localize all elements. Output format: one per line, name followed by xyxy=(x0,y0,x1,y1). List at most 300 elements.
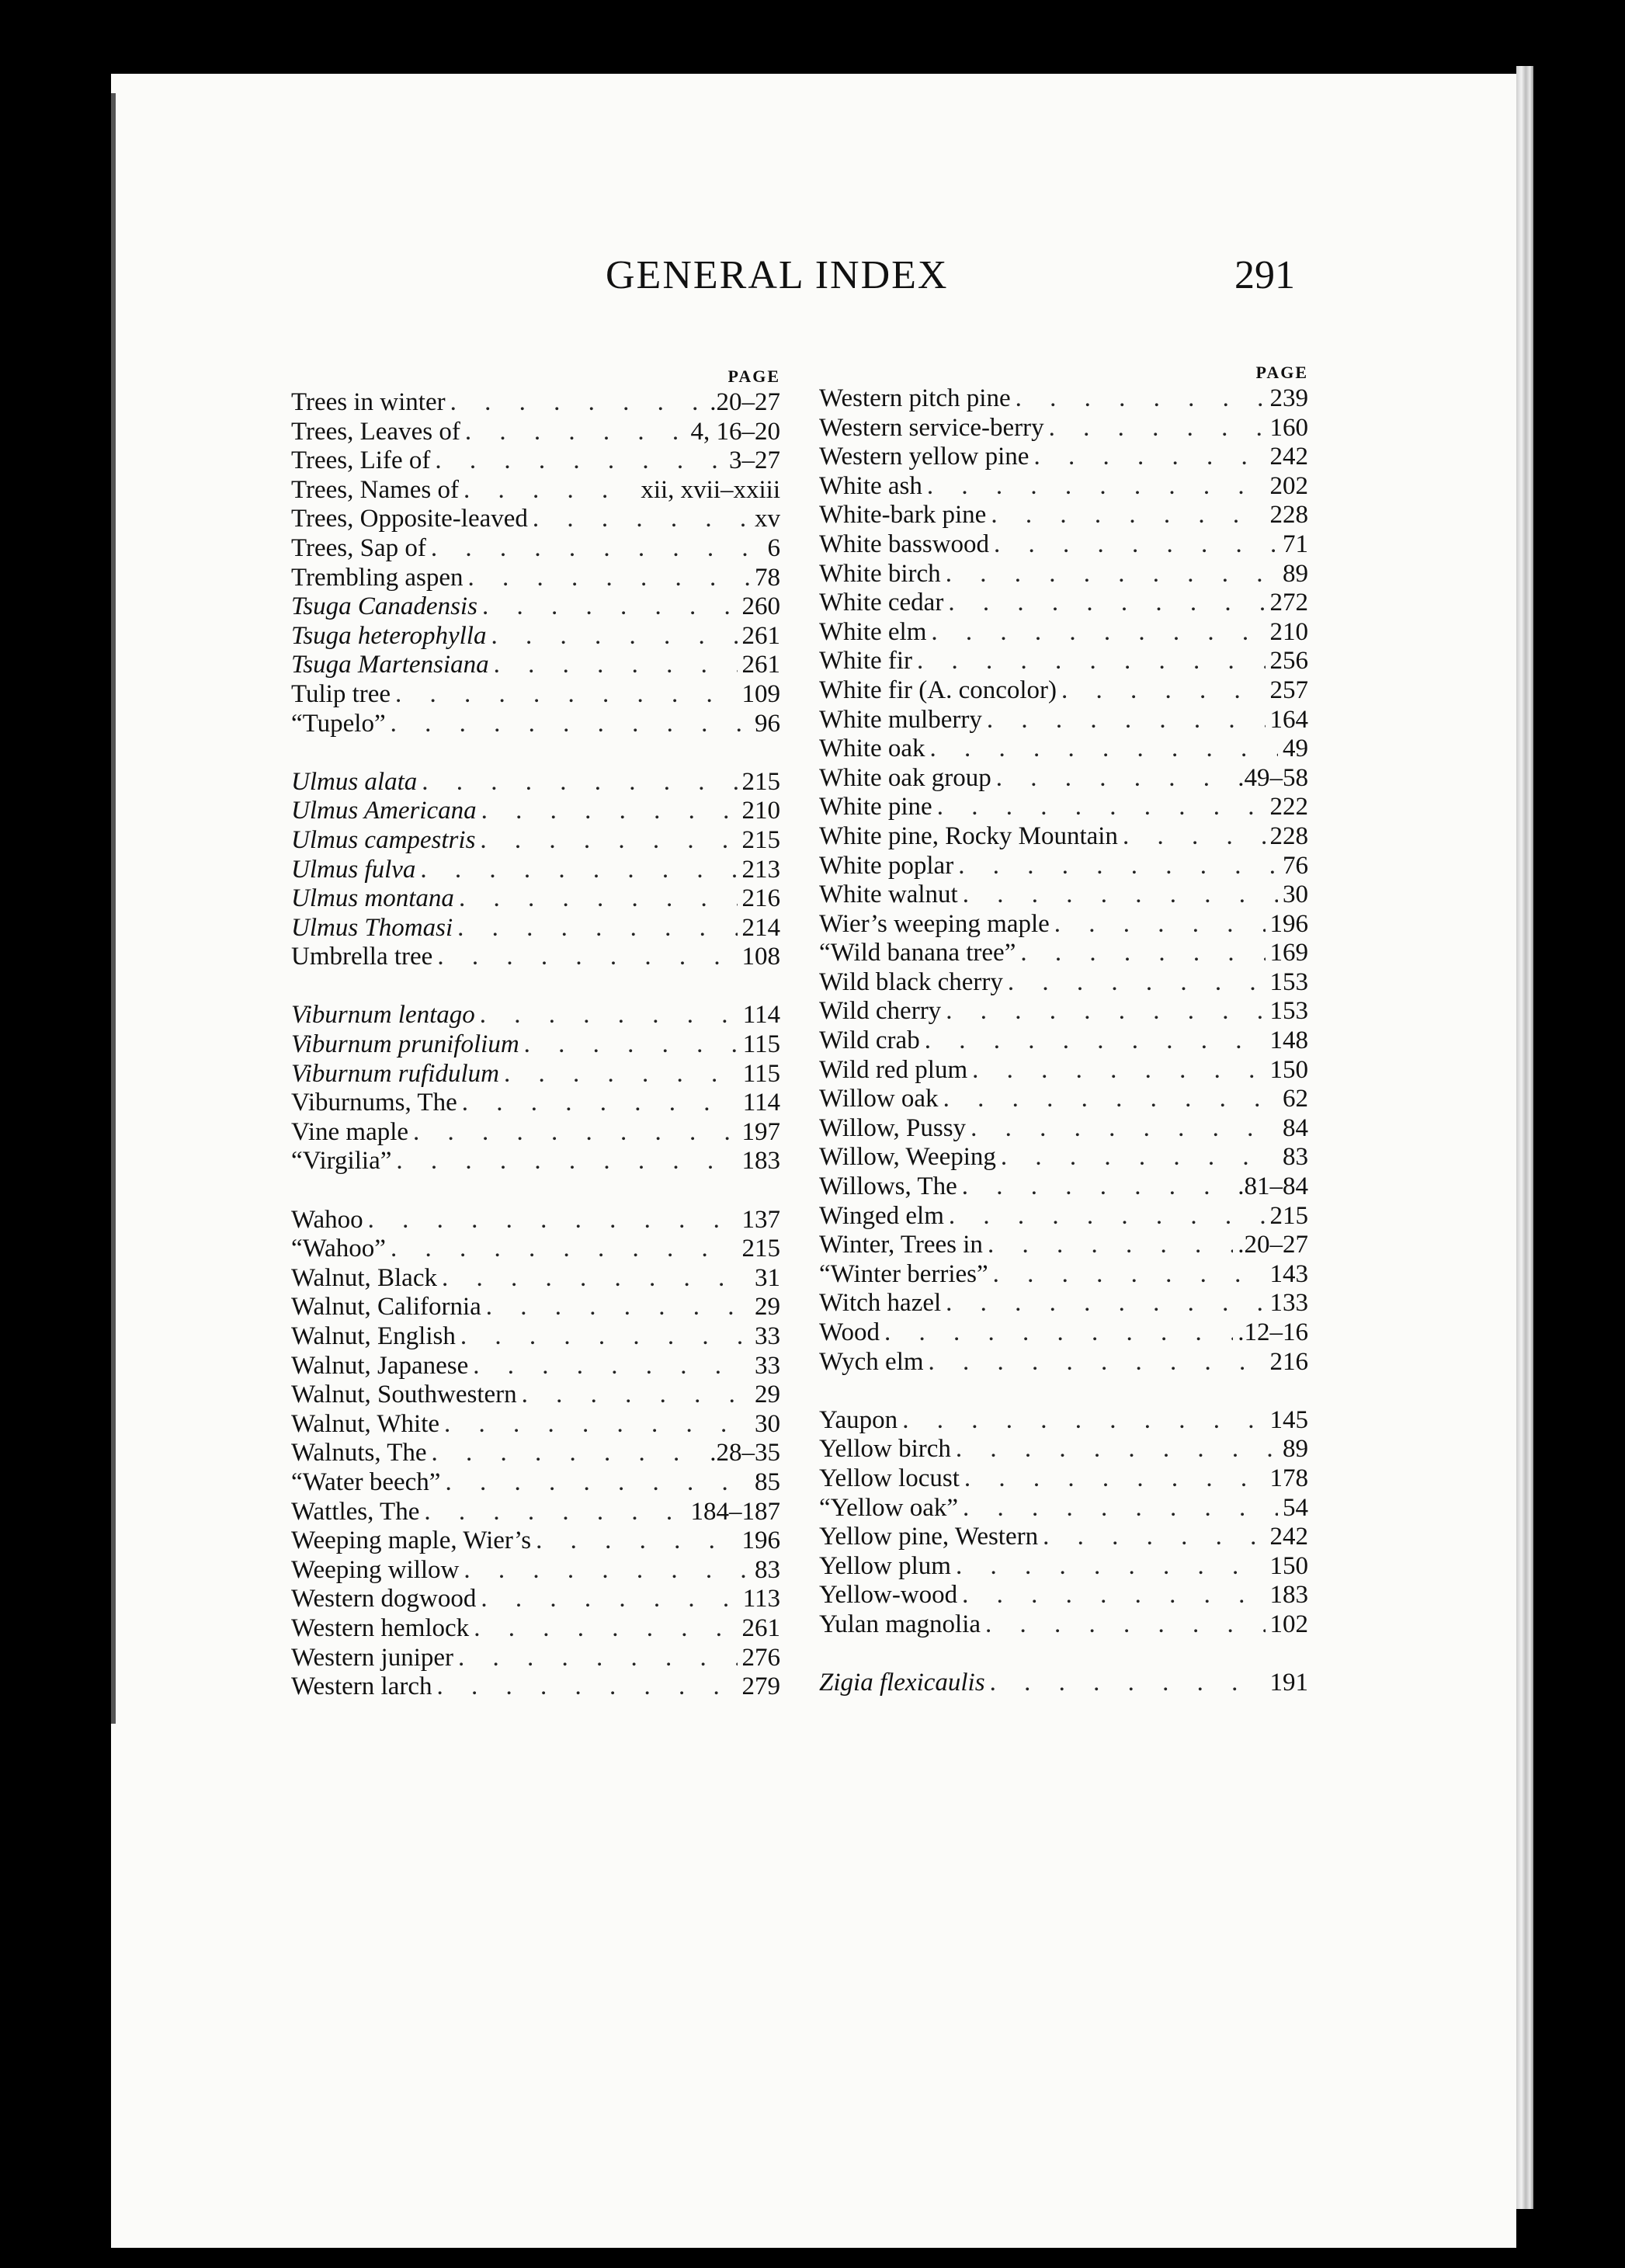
index-term: Yellow birch xyxy=(819,1435,951,1464)
index-entry xyxy=(291,388,780,418)
index-page-ref: 261 xyxy=(741,651,780,679)
index-entry xyxy=(291,1585,780,1614)
index-entry xyxy=(291,651,780,680)
index-page-ref: 54 xyxy=(1283,1493,1308,1522)
dot-leader xyxy=(925,1026,1266,1056)
dot-leader xyxy=(946,997,1265,1026)
page-number: 291 xyxy=(1234,253,1295,297)
index-term: White poplar xyxy=(819,851,954,880)
index-page-ref: 183 xyxy=(741,1147,780,1176)
index-term: Walnuts, The xyxy=(291,1439,427,1467)
dot-leader xyxy=(987,706,1266,735)
index-page-ref: 260 xyxy=(741,592,780,621)
index-term: Vine maple xyxy=(291,1117,409,1146)
index-page-ref: 83 xyxy=(755,1555,780,1584)
dot-leader xyxy=(431,534,763,564)
index-term: Yellow plum xyxy=(819,1551,951,1580)
dot-leader xyxy=(1020,939,1265,968)
index-term: White pine, Rocky Mountain xyxy=(819,821,1118,850)
index-term: Walnut, California xyxy=(291,1293,481,1322)
index-page-ref: 30 xyxy=(755,1409,780,1438)
dot-leader xyxy=(993,1260,1266,1290)
index-entry xyxy=(819,1348,1308,1377)
dot-leader xyxy=(424,1498,686,1527)
dot-leader xyxy=(1001,1143,1278,1172)
dot-leader xyxy=(474,1614,737,1644)
facing-page-edge xyxy=(111,93,116,1724)
dot-leader xyxy=(536,1526,737,1556)
index-entry xyxy=(819,852,1308,881)
dot-leader xyxy=(991,501,1265,530)
index-entry xyxy=(291,884,780,914)
index-term: Wood xyxy=(819,1318,880,1346)
index-page-ref: 153 xyxy=(1269,967,1308,996)
index-term: Viburnum prunifolium xyxy=(291,1030,519,1059)
index-page-ref: 261 xyxy=(741,1613,780,1642)
index-term: Tsuga Canadensis xyxy=(291,592,477,621)
index-term: White ash xyxy=(819,471,922,500)
index-page-ref: 76 xyxy=(1283,851,1308,880)
index-term: Weeping willow xyxy=(291,1555,460,1584)
index-term: Willow, Weeping xyxy=(819,1143,996,1172)
index-page-ref: 191 xyxy=(1269,1669,1308,1697)
index-entry xyxy=(291,1644,780,1673)
dot-leader xyxy=(464,476,636,505)
index-entry xyxy=(291,1381,780,1410)
index-entry xyxy=(291,1410,780,1440)
index-page-ref: 49 xyxy=(1283,735,1308,763)
dot-leader xyxy=(432,1439,706,1468)
index-term: Western dogwood xyxy=(291,1585,477,1613)
index-page-ref: 178 xyxy=(1269,1464,1308,1492)
dot-leader xyxy=(964,1464,1266,1494)
index-page-ref: 242 xyxy=(1269,1523,1308,1551)
index-entry-list xyxy=(291,388,780,1702)
index-term: Yellow locust xyxy=(819,1464,960,1492)
index-page-ref: .28–35 xyxy=(710,1439,780,1467)
index-page-ref: 196 xyxy=(1269,909,1308,938)
index-entry xyxy=(819,1143,1308,1172)
index-entry xyxy=(819,1581,1308,1610)
index-page-ref: 160 xyxy=(1269,413,1308,442)
index-entry xyxy=(291,1614,780,1644)
index-entry xyxy=(819,1260,1308,1290)
index-page-ref: .20–27 xyxy=(710,388,780,416)
index-entry xyxy=(291,1235,780,1264)
dot-leader xyxy=(1033,443,1265,472)
dot-leader xyxy=(962,1172,1234,1202)
index-term: Trees, Names of xyxy=(291,475,459,504)
index-term: Willows, The xyxy=(819,1172,957,1201)
dot-leader xyxy=(533,505,750,534)
index-page-ref: 228 xyxy=(1269,821,1308,850)
index-term: White birch xyxy=(819,559,941,588)
dot-leader xyxy=(481,1585,738,1614)
index-term: Tulip tree xyxy=(291,679,391,708)
index-entry xyxy=(819,1056,1308,1085)
index-entry xyxy=(291,1147,780,1176)
index-entry xyxy=(291,1206,780,1235)
index-entry xyxy=(819,384,1308,414)
dot-leader xyxy=(994,530,1278,560)
index-page-ref: 33 xyxy=(755,1322,780,1350)
index-page-ref: 6 xyxy=(767,533,780,562)
dot-leader xyxy=(943,1085,1278,1114)
index-entry xyxy=(819,997,1308,1026)
index-page-ref: 272 xyxy=(1269,589,1308,617)
index-entry xyxy=(819,501,1308,530)
index-term: White elm xyxy=(819,617,927,646)
index-entry xyxy=(819,910,1308,940)
dot-leader xyxy=(494,651,738,680)
index-entry xyxy=(291,622,780,651)
index-term: Ulmus Thomasi xyxy=(291,913,453,942)
index-page-ref: 89 xyxy=(1283,1435,1308,1464)
index-page-ref: 214 xyxy=(741,913,780,942)
index-page-ref: 216 xyxy=(1269,1347,1308,1376)
index-term: “Tupelo” xyxy=(291,709,386,738)
dot-leader xyxy=(1016,384,1266,414)
index-page-ref: 276 xyxy=(741,1643,780,1672)
index-entry xyxy=(819,1085,1308,1114)
index-page-ref: 215 xyxy=(741,767,780,796)
index-entry xyxy=(819,1464,1308,1494)
index-term: Viburnums, The xyxy=(291,1089,457,1117)
dot-leader xyxy=(1123,822,1266,852)
index-page-ref: 31 xyxy=(755,1263,780,1292)
index-column-right xyxy=(819,361,1308,1698)
index-page-ref: 83 xyxy=(1283,1143,1308,1172)
index-page-ref: 215 xyxy=(741,1235,780,1263)
index-term: Wahoo xyxy=(291,1205,363,1234)
index-page-ref: .81–84 xyxy=(1238,1172,1308,1201)
index-page-ref: 279 xyxy=(741,1672,780,1701)
dot-leader xyxy=(465,418,686,447)
index-term: Winged elm xyxy=(819,1201,944,1230)
index-term: Western hemlock xyxy=(291,1613,470,1642)
index-term: White cedar xyxy=(819,589,944,617)
index-entry xyxy=(291,564,780,593)
dot-leader xyxy=(1008,968,1266,998)
index-term: Wattles, The xyxy=(291,1497,420,1526)
dot-leader xyxy=(972,1056,1265,1085)
dot-leader xyxy=(391,1235,738,1264)
dot-leader xyxy=(460,1322,750,1352)
index-entry xyxy=(291,710,780,739)
index-entry xyxy=(291,856,780,885)
dot-leader xyxy=(482,592,738,622)
dot-leader xyxy=(902,1406,1265,1436)
index-entry xyxy=(291,914,780,943)
index-term: Viburnum rufidulum xyxy=(291,1059,499,1088)
index-entry xyxy=(819,1669,1308,1698)
dot-leader xyxy=(442,1264,750,1294)
dot-leader xyxy=(946,560,1278,589)
index-page-ref: 150 xyxy=(1269,1055,1308,1084)
index-page-ref: 256 xyxy=(1269,647,1308,676)
dot-leader xyxy=(958,852,1278,881)
index-page-ref: 4, 16–20 xyxy=(690,417,780,446)
index-page-ref: 213 xyxy=(741,855,780,884)
index-entry xyxy=(819,1523,1308,1552)
dot-leader xyxy=(486,1293,750,1322)
index-term: “Wild banana tree” xyxy=(819,939,1016,967)
index-page-ref: 143 xyxy=(1269,1259,1308,1288)
index-entry xyxy=(291,1672,780,1702)
index-term: Ulmus campestris xyxy=(291,825,476,854)
index-entry xyxy=(819,1552,1308,1582)
dot-leader xyxy=(437,1672,738,1702)
index-entry xyxy=(291,768,780,797)
index-term: Tsuga Martensiana xyxy=(291,651,489,679)
index-entry xyxy=(819,647,1308,676)
index-page-ref: 113 xyxy=(742,1585,780,1613)
dot-leader xyxy=(437,943,737,972)
dot-leader xyxy=(457,914,737,943)
dot-leader xyxy=(927,472,1266,502)
index-entry xyxy=(819,1026,1308,1056)
dot-leader xyxy=(948,589,1265,618)
index-entry xyxy=(819,560,1308,589)
index-page-ref: xv xyxy=(755,505,780,533)
index-entry xyxy=(819,1610,1308,1640)
index-term: Viburnum lentago xyxy=(291,1001,475,1030)
index-page-ref: 115 xyxy=(742,1059,780,1088)
index-term: Yellow-wood xyxy=(819,1581,958,1610)
index-page-ref: 183 xyxy=(1269,1581,1308,1610)
index-page-ref: 62 xyxy=(1283,1085,1308,1113)
index-term: White pine xyxy=(819,793,932,821)
index-term: Trees in winter xyxy=(291,388,446,416)
index-term: Witch hazel xyxy=(819,1289,942,1318)
dot-leader xyxy=(468,564,750,593)
index-entry xyxy=(819,793,1308,822)
dot-leader xyxy=(931,618,1265,648)
index-page-ref: 164 xyxy=(1269,705,1308,734)
index-page-ref: 145 xyxy=(1269,1405,1308,1434)
dot-leader xyxy=(450,388,706,418)
index-term: Trees, Opposite-leaved xyxy=(291,505,528,533)
index-entry xyxy=(291,1030,780,1060)
index-term: Trembling aspen xyxy=(291,563,464,592)
index-column-left xyxy=(291,365,780,1702)
dot-leader xyxy=(1049,414,1266,443)
index-page-ref: 29 xyxy=(755,1293,780,1322)
dot-leader xyxy=(464,1556,750,1586)
index-term: Tsuga heterophylla xyxy=(291,621,487,650)
index-term: Western yellow pine xyxy=(819,443,1030,471)
dot-leader xyxy=(946,1289,1265,1318)
index-entry xyxy=(819,589,1308,618)
index-term: Trees, Sap of xyxy=(291,533,426,562)
index-page-ref: 102 xyxy=(1269,1610,1308,1638)
index-entry xyxy=(291,1439,780,1468)
index-entry xyxy=(819,822,1308,852)
dot-leader xyxy=(990,1669,1266,1698)
index-page-ref: 85 xyxy=(755,1467,780,1496)
page-stack-edge xyxy=(1516,66,1533,2209)
index-page-ref: 215 xyxy=(1269,1201,1308,1230)
index-term: White oak xyxy=(819,735,925,763)
index-page-ref: 29 xyxy=(755,1381,780,1409)
index-entry xyxy=(291,1118,780,1148)
dot-leader xyxy=(988,1231,1233,1260)
dot-leader xyxy=(458,1644,737,1673)
dot-leader xyxy=(1054,910,1266,940)
index-page-ref: 3–27 xyxy=(729,446,780,475)
dot-leader xyxy=(996,764,1233,794)
index-entry xyxy=(819,472,1308,502)
dot-leader xyxy=(435,446,724,476)
index-entry xyxy=(291,826,780,856)
index-entry-list xyxy=(819,384,1308,1698)
index-page-ref: .20–27 xyxy=(1238,1231,1308,1259)
index-page-ref: 196 xyxy=(741,1526,780,1555)
index-entry xyxy=(819,706,1308,735)
index-entry xyxy=(291,1468,780,1498)
index-page-ref: 197 xyxy=(741,1117,780,1146)
running-head-title: GENERAL INDEX xyxy=(606,253,949,297)
index-term: “Virgilia” xyxy=(291,1147,392,1176)
dot-leader xyxy=(462,1089,738,1118)
dot-leader xyxy=(391,710,750,739)
index-page-ref: 108 xyxy=(741,943,780,971)
dot-leader xyxy=(949,1202,1266,1231)
index-page-ref: 239 xyxy=(1269,384,1308,412)
index-page-ref: 84 xyxy=(1283,1113,1308,1142)
index-entry xyxy=(819,414,1308,443)
index-entry xyxy=(819,1318,1308,1348)
dot-leader xyxy=(491,622,737,651)
dot-leader xyxy=(963,880,1278,910)
index-entry xyxy=(819,618,1308,648)
dot-leader xyxy=(445,1468,750,1498)
dot-leader xyxy=(473,1352,750,1381)
index-term: Trees, Leaves of xyxy=(291,417,460,446)
index-page-ref: 148 xyxy=(1269,1026,1308,1055)
index-term: White basswood xyxy=(819,530,990,558)
index-term: Ulmus fulva xyxy=(291,855,416,884)
index-term: White-bark pine xyxy=(819,501,987,530)
index-page-ref: 30 xyxy=(1283,880,1308,909)
dot-leader xyxy=(504,1060,738,1089)
index-page-ref: 222 xyxy=(1269,793,1308,821)
index-entry xyxy=(291,592,780,622)
index-term: Wier’s weeping maple xyxy=(819,909,1050,938)
index-term: Walnut, Black xyxy=(291,1263,437,1292)
index-term: Weeping maple, Wier’s xyxy=(291,1526,532,1555)
index-term: Wild cherry xyxy=(819,997,942,1026)
index-entry xyxy=(291,534,780,564)
index-term: “Yellow oak” xyxy=(819,1493,959,1522)
page-column-label: PAGE xyxy=(727,366,780,386)
index-term: White fir (A. concolor) xyxy=(819,676,1057,704)
index-entry xyxy=(291,1556,780,1586)
index-term: Umbrella tree xyxy=(291,943,433,971)
index-entry xyxy=(291,1322,780,1352)
index-entry xyxy=(819,1172,1308,1202)
index-term: White fir xyxy=(819,647,913,676)
index-term: Wild black cherry xyxy=(819,967,1003,996)
index-entry xyxy=(819,1202,1308,1231)
index-entry xyxy=(291,1352,780,1381)
index-entry xyxy=(291,1526,780,1556)
index-entry xyxy=(819,1435,1308,1464)
index-term: White walnut xyxy=(819,880,958,909)
dot-leader xyxy=(480,1001,738,1030)
index-page-ref: 114 xyxy=(742,1001,780,1030)
index-term: Wild red plum xyxy=(819,1055,968,1084)
index-page-ref: 150 xyxy=(1269,1551,1308,1580)
index-page-ref: 115 xyxy=(742,1030,780,1059)
index-term: Western service-berry xyxy=(819,413,1044,442)
index-page-ref: 137 xyxy=(741,1205,780,1234)
index-term: Wych elm xyxy=(819,1347,924,1376)
index-entry xyxy=(819,676,1308,706)
index-page-ref: 33 xyxy=(755,1351,780,1380)
index-term: Wild crab xyxy=(819,1026,920,1055)
index-term: Western juniper xyxy=(291,1643,454,1672)
index-term: Trees, Life of xyxy=(291,446,431,475)
index-entry xyxy=(819,968,1308,998)
index-entry xyxy=(291,1089,780,1118)
index-page-ref: .12–16 xyxy=(1238,1318,1308,1346)
index-entry xyxy=(819,939,1308,968)
index-page-ref: 215 xyxy=(741,825,780,854)
index-entry xyxy=(819,443,1308,472)
dot-leader xyxy=(444,1410,750,1440)
index-entry xyxy=(819,1494,1308,1523)
index-term: “Wahoo” xyxy=(291,1235,386,1263)
page-column-label: PAGE xyxy=(1255,363,1308,382)
index-term: Yellow pine, Western xyxy=(819,1523,1039,1551)
index-page-ref: 216 xyxy=(741,884,780,913)
dot-leader xyxy=(524,1030,738,1060)
index-page-ref: 89 xyxy=(1283,559,1308,588)
index-entry xyxy=(819,1231,1308,1260)
index-term: Yulan magnolia xyxy=(819,1610,981,1638)
index-page-ref: 114 xyxy=(742,1089,780,1117)
index-entry xyxy=(291,1060,780,1089)
dot-leader xyxy=(395,680,737,710)
dot-leader xyxy=(480,826,737,856)
index-entry xyxy=(291,505,780,534)
index-entry xyxy=(291,1001,780,1030)
index-term: Western larch xyxy=(291,1672,432,1701)
index-term: Zigia flexicaulis xyxy=(819,1669,985,1697)
index-term: Walnut, White xyxy=(291,1409,440,1438)
index-page-ref: 153 xyxy=(1269,997,1308,1026)
dot-leader xyxy=(1043,1523,1265,1552)
index-entry xyxy=(291,1293,780,1322)
dot-leader xyxy=(420,856,737,885)
dot-leader xyxy=(422,768,737,797)
index-term: Walnut, Southwestern xyxy=(291,1381,517,1409)
index-entry xyxy=(819,735,1308,764)
dot-leader xyxy=(917,647,1265,676)
dot-leader xyxy=(884,1318,1233,1348)
index-term: White oak group xyxy=(819,763,991,792)
index-entry xyxy=(819,764,1308,794)
index-page-ref: 169 xyxy=(1269,939,1308,967)
dot-leader xyxy=(930,735,1278,764)
index-page-ref: 228 xyxy=(1269,501,1308,530)
index-entry xyxy=(291,680,780,710)
index-entry xyxy=(291,476,780,505)
dot-leader xyxy=(396,1147,737,1176)
dot-leader xyxy=(985,1610,1265,1640)
index-page-ref: 261 xyxy=(741,621,780,650)
